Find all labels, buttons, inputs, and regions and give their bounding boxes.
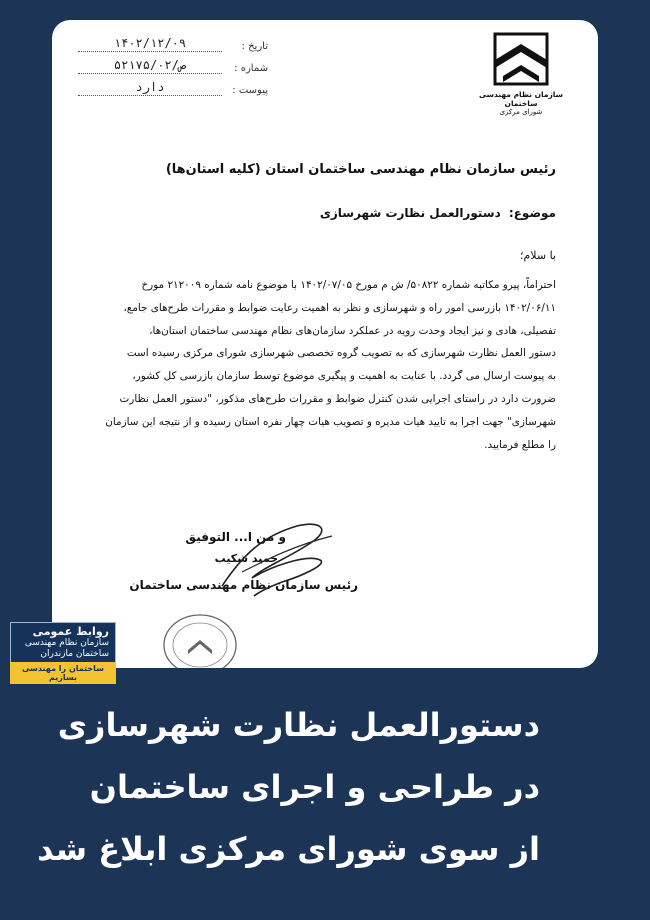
closing-phrase: و من ا... التوفیق (185, 530, 286, 544)
organization-logo (466, 30, 576, 130)
letter-document (52, 20, 598, 668)
date-row (78, 30, 268, 52)
subject-label: موضوع: (508, 206, 556, 220)
headline-line-2: در طراحی و اجرای ساختمان (89, 768, 540, 806)
pr-badge-org: سازمان نظام مهندسی (24, 638, 109, 648)
public-relations-badge (10, 622, 116, 684)
pr-badge-province: ساختمان مازندران (40, 649, 109, 659)
body-line: را مطلع فرمایید. (484, 438, 556, 451)
roof-logo-icon (489, 30, 553, 88)
date-label: تاریخ : (241, 41, 268, 52)
signer-title: رئیس سازمان نظام مهندسی ساختمان (129, 578, 358, 592)
body-line: ۱۴۰۲/۰۶/۱۱ بازرسی امور راه و شهرسازی و نظر به اهمیت رعایت ضوابط و مقررات طرح‌های جامع، (123, 301, 556, 314)
official-stamp (160, 612, 240, 668)
news-headline (30, 694, 540, 880)
pr-badge-title: روابط عمومی (32, 625, 109, 638)
logo-subtitle: شورای مرکزی (499, 108, 543, 116)
number-row (78, 52, 268, 74)
body-line: دستور العمل نظارت شهرسازی که به تصویب گروه تخصصی شهرسازی شورای مرکزی رسیده است (126, 347, 556, 360)
attachment-label: پیوست : (232, 85, 268, 96)
subject-line (96, 206, 556, 220)
number-value: ۵۲۱۷۵/۰۲/ص (78, 58, 222, 74)
signer-name: حمید شکیب (214, 552, 278, 565)
headline-line-1: دستورالعمل نظارت شهرسازی (57, 706, 540, 744)
handwritten-signature (202, 516, 352, 606)
date-value: ۱۴۰۲/۱۲/۰۹ (78, 36, 222, 52)
letter-body (104, 274, 556, 456)
letter-meta (78, 30, 268, 96)
number-label: شماره : (234, 63, 268, 74)
subject-text: دستورالعمل نظارت شهرسازی (319, 206, 501, 220)
pr-badge-panel (10, 622, 116, 662)
body-line: احتراماً، پیرو مکاتبه شماره ۵۰۸۲۲/ ش م مورخ ۱۴۰۲/۰۷/۰۵ با موضوع نامه شماره ۲۱۲۰۰۹ مورخ (141, 279, 556, 291)
pr-badge-tagline: ساختمان را مهندسی بسازیم (10, 662, 116, 684)
recipient: رئیس سازمان نظام مهندسی ساختمان استان (کلیه استان‌ها) (165, 162, 556, 177)
body-line: به پیوست ارسال می گردد. با عنایت به اهمیت و پیگیری موضوع توسط سازمان بازرسی کل کشور، (132, 370, 556, 383)
attachment-row (78, 74, 268, 96)
body-line: شهرسازی" جهت اجرا به تایید هیات مدیره و تصویب هیات چهار نفره استان رسیده و از نتیجه این سازمان (105, 415, 556, 428)
body-line: تفصیلی، هادی و نیز ایجاد وحدت رویه در عملکرد سازمان‌های نظام مهندسی ساختمان استان‌ها، (149, 324, 556, 337)
logo-name: سازمان نظام مهندسی ساختمان (479, 90, 563, 108)
body-line: ضرورت دارد در راستای اجرایی شدن کنترل ضوابط و مقررات طرح‌های مذکور، "دستور العمل نظارت (119, 392, 556, 405)
headline-line-3: از سوی شورای مرکزی ابلاغ شد (37, 830, 540, 868)
attachment-value: دارد (78, 80, 222, 96)
greeting: با سلام؛ (520, 249, 556, 262)
